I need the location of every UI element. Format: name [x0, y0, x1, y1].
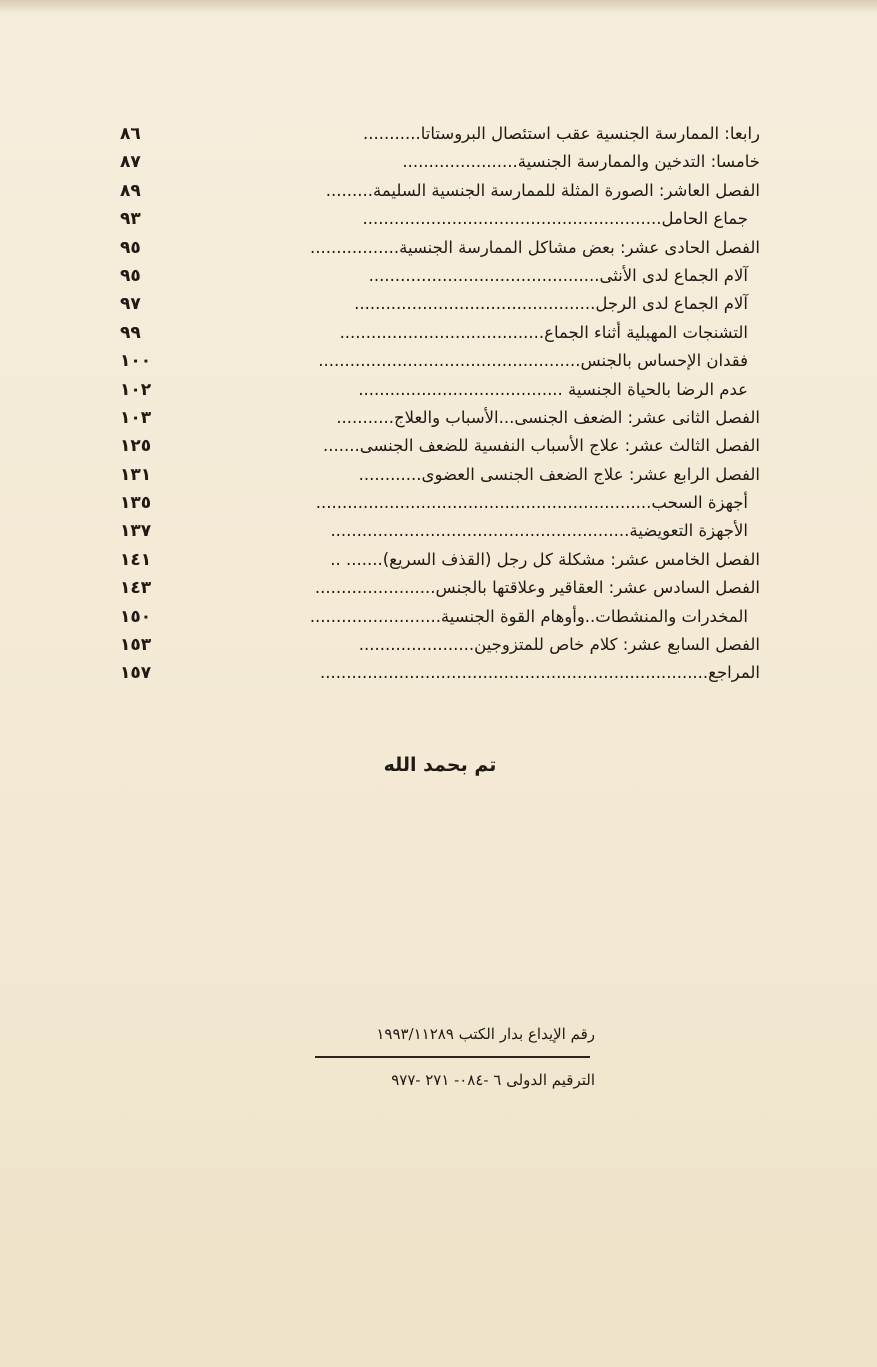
toc-entry-title: الفصل الثانى عشر: الضعف الجنسى...الأسباب والعلاج...........: [336, 407, 760, 427]
toc-row: [120, 177, 760, 205]
toc-entry-title: الفصل الحادى عشر: بعض مشاكل الممارسة الجنسية.................: [309, 237, 760, 257]
toc-page-number: ١٣٧: [120, 521, 152, 542]
toc-row: [120, 546, 760, 574]
toc-entry-title: الفصل السادس عشر: العقاقير وعلاقتها بالجنس.......................: [314, 578, 760, 598]
toc-page-number: ١٠٢: [120, 379, 152, 400]
divider-line: [315, 1056, 590, 1058]
toc-page-number: ٩٥: [120, 237, 141, 258]
toc-page-number: ١٣١: [120, 464, 152, 485]
toc-page-number: ٩٣: [120, 209, 141, 230]
toc-row: [120, 631, 760, 659]
toc-page-number: ٩٥: [120, 265, 141, 286]
toc-page-number: ١٣٥: [120, 493, 152, 514]
toc-row: [120, 404, 760, 432]
toc-row: [120, 205, 760, 233]
toc-entry-title: أجهزة السحب................................................................: [315, 493, 748, 513]
table-of-contents: [120, 120, 760, 688]
toc-page-number: ١٥٧: [120, 663, 152, 684]
page-edge-shadow: [0, 0, 877, 14]
toc-page-number: ٩٩: [120, 322, 141, 343]
toc-row: [120, 432, 760, 460]
toc-entry-title: الفصل الخامس عشر: مشكلة كل رجل (القذف السريع)....... ..: [330, 549, 760, 569]
toc-row: [120, 489, 760, 517]
toc-entry-title: آلام الجماع لدى الأنثى............................................: [368, 265, 748, 285]
toc-page-number: ٨٩: [120, 180, 141, 201]
toc-row: [120, 319, 760, 347]
toc-page-number: ١٠٠: [120, 351, 152, 372]
toc-row: [120, 659, 760, 687]
toc-entry-title: جماع الحامل.........................................................: [362, 209, 748, 229]
toc-page-number: ١٤١: [120, 549, 152, 570]
toc-entry-title: الفصل الرابع عشر: علاج الضعف الجنسى العضوى............: [358, 464, 760, 484]
toc-row: [120, 347, 760, 375]
toc-page-number: ٩٧: [120, 294, 141, 315]
toc-entry-title: الفصل الثالث عشر: علاج الأسباب النفسية للضعف الجنسى.......: [322, 436, 760, 456]
toc-row: [120, 148, 760, 176]
toc-row: [120, 290, 760, 318]
toc-page-number: ١٢٥: [120, 436, 152, 457]
toc-entry-title: الفصل السابع عشر: كلام خاص للمتزوجين......................: [358, 635, 760, 655]
toc-row: [120, 120, 760, 148]
toc-page-number: ١٤٣: [120, 578, 152, 599]
toc-entry-title: خامسا: التدخين والممارسة الجنسية......................: [402, 152, 760, 172]
toc-page-number: ١٠٣: [120, 407, 152, 428]
toc-row: [120, 603, 760, 631]
toc-entry-title: الفصل العاشر: الصورة المثلة للممارسة الجنسية السليمة.........: [325, 180, 760, 200]
toc-row: [120, 461, 760, 489]
toc-entry-title: رابعا: الممارسة الجنسية عقب استئصال البروستاتا...........: [363, 124, 760, 143]
toc-row: [120, 574, 760, 602]
toc-row: [120, 262, 760, 290]
toc-entry-title: المراجع..........................................................................: [320, 663, 760, 683]
closing-phrase: تم بحمد الله: [383, 754, 497, 776]
toc-entry-title: فقدان الإحساس بالجنس..................................................: [318, 351, 748, 371]
toc-entry-title: المخدرات والمنشطات..وأوهام القوة الجنسية.........................: [309, 606, 748, 626]
deposit-number: رقم الإيداع بدار الكتب ١٩٩٣/١١٢٨٩: [376, 1025, 595, 1043]
toc-entry-title: عدم الرضا بالحياة الجنسية .......................................: [358, 379, 748, 399]
toc-row: [120, 376, 760, 404]
toc-entry-title: الأجهزة التعويضية.........................................................: [330, 521, 748, 541]
toc-entry-title: التشنجات المهبلية أثناء الجماع.......................................: [339, 322, 748, 342]
toc-page-number: ٨٧: [120, 152, 141, 173]
toc-page-number: ١٥٠: [120, 606, 152, 627]
isbn-number: الترقيم الدولى ٦ -٠٨٤- ٢٧١ -٩٧٧: [391, 1071, 595, 1089]
toc-row: [120, 517, 760, 545]
toc-entry-title: آلام الجماع لدى الرجل..............................................: [354, 294, 748, 314]
toc-row: [120, 234, 760, 262]
toc-page-number: ٨٦: [120, 124, 141, 144]
toc-page-number: ١٥٣: [120, 635, 152, 656]
